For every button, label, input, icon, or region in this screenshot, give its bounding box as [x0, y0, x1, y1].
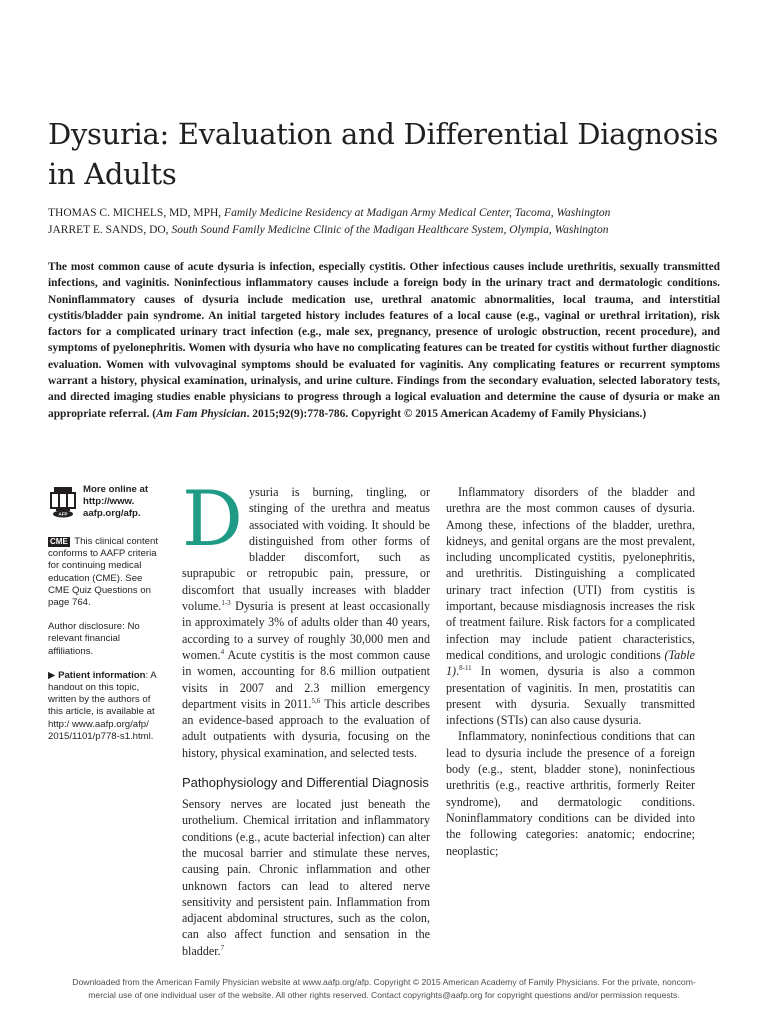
author-2	[48, 222, 738, 239]
intro-text-c: Acute cystitis is the most common cause in women, accounting for 8.6 million outpatient visits in 2007 and 2.3 million emergency department visits in 2011.	[182, 647, 430, 711]
copyright-footer	[48, 976, 720, 1002]
author-1	[48, 205, 738, 222]
computer-icon	[48, 486, 78, 518]
author-disclosure: Author disclosure: No relevant financial affiliations.	[48, 621, 140, 657]
section-heading: Pathophysiology and Differential Diagnosis	[182, 775, 429, 791]
inflammatory-text-b: In women, dysuria is also a common presentation of vaginitis. In men, prostatitis can present with dysuria. Sexually transmitted infections (STIs) can also cause dysuria.	[446, 664, 695, 728]
reference-8-11[interactable]: 8-11	[459, 664, 472, 673]
author-2-institution: South Sound Family Medicine Clinic of the Madigan Healthcare System, Olympia, Washington	[171, 224, 609, 236]
author-2-name: JARRET E. SANDS, DO,	[48, 224, 169, 236]
drop-cap: D	[182, 474, 243, 563]
author-1-institution: Family Medicine Residency at Madigan Army Medical Center, Tacoma, Washington	[224, 207, 611, 219]
cme-badge: CME	[50, 537, 68, 546]
pathophysiology-paragraph	[182, 796, 430, 959]
cme-text: This clinical content conforms to AAFP criteria for continuing medical education (CME). See CME Quiz Questions on page 764.	[48, 536, 158, 609]
patient-information	[48, 670, 166, 743]
cme-note	[48, 536, 166, 609]
sidebar	[48, 484, 166, 743]
footer-line-1: Downloaded from the American Family Physician website at www.aafp.org/afp. Copyright © 2015 American Academy of Family Physicians. For the private, noncom-	[72, 977, 696, 987]
abstract	[48, 259, 720, 422]
noninfectious-paragraph: Inflammatory, noninfectious conditions that can lead to dysuria include the presence of a foreign body (e.g., stent, bladder stone), noninfectious urethritis (e.g., reactive arthritis, formerly Reiter syndrome), and dermatologic conditions. Noninflammatory conditions can be divided into the following categories: anatomic; endocrine; neoplastic;	[446, 729, 695, 858]
reference-1-3[interactable]: 1-3	[221, 599, 231, 608]
footer-line-2: mercial use of one individual user of the website. All other rights reserved. Contact copyrights@aafp.org for copyright questions and/or permission requests.	[88, 990, 680, 1000]
intro-paragraph	[182, 474, 430, 761]
abstract-text: The most common cause of acute dysuria is infection, especially cystitis. Other infectious causes include urethritis, sexually transmitted infections, and vaginitis. Noninfectious inflammatory causes include a foreign body in the urinary tract and dermatologic conditions. Noninflammatory causes of dysuria include medication use, urethral anatomic abnormalities, local trauma, and interstitial cystitis/bladder pain syndrome. An initial targeted history includes features of a local cause (e.g., vaginal or urethral irritation), risk factors for a complicated urinary tract infection (e.g., male sex, pregnancy, presence of urologic obstruction, recent procedure), and symptoms of pyelonephritis. Women with dysuria who have no complicating features can be treated for cystitis without further diagnostic evaluation. Women with vulvovaginal symptoms should be evaluated for vaginitis. Any complicating features or recurrent symptoms warrant a history, physical examination, urinalysis, and urine culture. Findings from the secondary evaluation, selected laboratory tests, and directed imaging studies enable physicians to progress through a logical evaluation and determine the cause of dysuria or make an appropriate referral. (	[48, 261, 720, 420]
intro-text-a: ysuria is burning, tingling, or stinging of the urethra and meatus associated with voiding. It should be distinguished from other forms of bladder discomfort, such as suprapubic or retropubic pain, pressure, or discomfort that usually increases with bladder volume.	[182, 485, 430, 614]
body-column-1	[182, 474, 430, 959]
body-column-2	[446, 484, 695, 859]
journal-name: Am Fam Physician	[156, 407, 247, 420]
citation: . 2015;92(9):778-786. Copyright © 2015 American Academy of Family Physicians.)	[246, 407, 647, 420]
patient-info-text[interactable]: : A handout on this topic, written by the authors of this article, is available at http:/ www.aafp.org/afp/ 2015/1101/p778-s1.html.	[48, 669, 157, 742]
afp-icon-label: AFP	[58, 511, 68, 517]
patient-info-label: Patient information	[58, 669, 146, 681]
author-list	[48, 205, 738, 239]
reference-7[interactable]: 7	[220, 943, 225, 952]
intro-text-b: Dysuria is present at least occasionally in approximately 3% of adults older than 40 years, according to a survey of roughly 30,000 men and women.	[182, 599, 430, 662]
inflammatory-paragraph: Inflammatory disorders of the bladder and urethra are the most common causes of dysuria. Among these, infections of the bladder, urethra, kidneys, and genital organs are the most prevalent, including uncomplicated cystitis, pyelonephritis, and urethritis. Distinguishing a complicated urinary tract infection (UTI) from cystitis is important, because misdiagnosis increases the risk of treatment failure. Risk factors for a complicated infection may include patient characteristics, medical conditions, and urologic conditions (Table 1).$^{8-11}$ In women, dysuria is also a common presentation of vaginitis. In men, prostatitis can present with dysuria. Sexually transmitted infections (STIs) can also cause dysuria.	[446, 485, 695, 728]
more-online	[48, 484, 166, 528]
reference-4[interactable]: 4	[220, 647, 225, 656]
triangle-arrow-icon: ▶	[48, 669, 56, 681]
table-1-reference[interactable]: (Table 1)	[446, 647, 695, 679]
inflammatory-text-a: Inflammatory disorders of the bladder and urethra are the most common causes of dysuria. Among these, infections of the bladder, urethra, kidneys, and genital organs are the most prevalent, including uncomplicated cystitis, pyelonephritis, and urethritis. Distinguishing a complicated urinary tract infection (UTI) from cystitis is important, because misdiagnosis increases the risk of treatment failure. Risk factors for a complicated infection may include patient characteristics, medical conditions, and urologic conditions	[446, 485, 695, 662]
intro-text-d: This article describes an evidence-based approach to the evaluation of adult outpatients with dysuria, focusing on the history, physical examination, and selected tests.	[182, 696, 430, 760]
reference-5-6[interactable]: 5,6	[311, 696, 321, 705]
more-online-link[interactable]: More online at http://www. aafp.org/afp.	[83, 484, 149, 520]
article-title: Dysuria: Evaluation and Differential Diagnosis in Adults	[48, 117, 719, 191]
author-1-name: THOMAS C. MICHELS, MD, MPH,	[48, 207, 222, 219]
pathophysiology-text: Sensory nerves are located just beneath the urothelium. Chemical irritation and inflammatory conditions (e.g., acute bacterial infection) can alter the mucosal barrier and stimulate these nerves, causing pain. Chronic inflammation and other unknown factors can lead to altered nerve sensitivity and persistent pain. Inflammation from adjacent abdominal structures, such as the colon, can also affect function and sensation in the bladder.	[182, 797, 430, 958]
